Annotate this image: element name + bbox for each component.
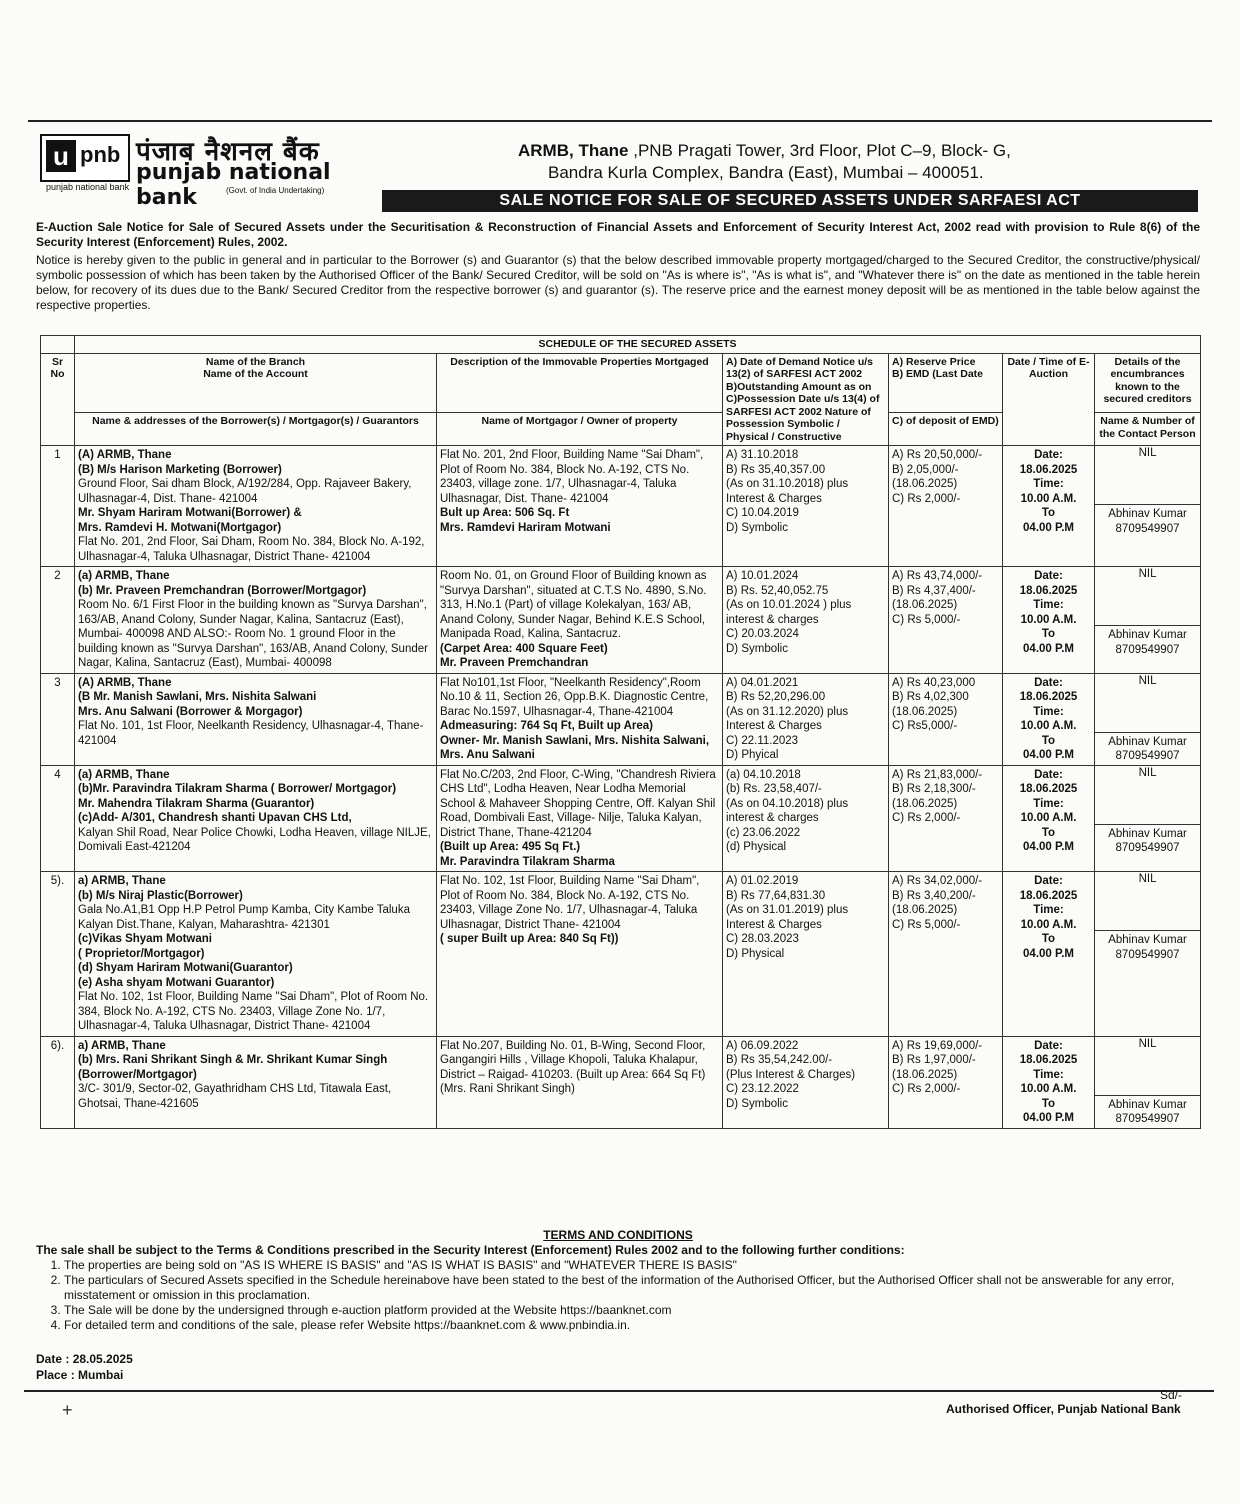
cell-line: (c) 23.06.2022 <box>726 826 801 839</box>
cell-line: ( super Built up Area: 840 Sq Ft)) <box>440 933 619 945</box>
cell-line: Date: <box>1034 875 1063 887</box>
cell-line: (B Mr. Manish Sawlani, Mrs. Nishita Salwani <box>78 691 317 703</box>
table-row <box>41 765 1201 872</box>
cell-line: Date: <box>1034 768 1063 781</box>
cell-line: Ground Floor, Sai dham Block, A/192/284, Opp. Rajaveer Bakery, Ulhasnagar-4, Dist. Thane- 421004 <box>78 478 412 505</box>
row-dates <box>723 673 889 765</box>
cell-line: D) Symbolic <box>726 642 788 655</box>
cell-line: To <box>1041 826 1056 839</box>
branch-address <box>518 140 1198 184</box>
cell-line: (Built up Area: 495 Sq Ft.) <box>440 841 581 853</box>
row-dates <box>723 567 889 674</box>
logo-english-text: punjab national bank <box>136 160 331 210</box>
cell-line: Room No. 01, on Ground Floor of Building known as "Survya Darshan", situated at C.T.S No. 4890, S.No. 313, H.No.1 (Part) of village Kolekalyan, 163/ AB, Anand Colony, Sunder Nagar, Behind K.E.S School, Manipada Road, Kalina, Santacruz. <box>440 570 707 640</box>
cell-line: A) 01.02.2019 <box>726 875 799 887</box>
cell-line: C) 10.04.2019 <box>726 507 799 519</box>
row-borrower <box>75 872 437 1037</box>
table-row <box>41 872 1201 1037</box>
encumbrance-value: NIL <box>1138 568 1157 580</box>
header-owner: Name of Mortgagor / Owner of property <box>437 413 723 446</box>
cell-line: Abhinav Kumar <box>1108 629 1187 641</box>
cell-line: B) Rs 1,97,000/- <box>892 1054 976 1066</box>
signatory: Authorised Officer, Punjab National Bank <box>946 1402 1181 1416</box>
cell-line: B) Rs 2,18,300/- <box>892 783 976 795</box>
pnb-logo-mark <box>40 134 130 182</box>
cell-line: 10.00 A.M. <box>1020 492 1077 505</box>
row-auction <box>1003 1036 1095 1128</box>
cell-line: Room No. 6/1 First Floor in the building known as "Survya Darshan", 163/AB, Anand Colony, Sunder Nagar, Kalina, Santacruz (East), Mumbai- 400098 AND ALSO:- Room No. 1 ground Floor in the building known as "Survya Darshan", 163/AB, Anand Colony, Sunder Nagar, Kalina, Santacruz (East), Mumbai- 400098 <box>78 599 428 669</box>
row-price <box>889 567 1003 674</box>
cell-line: Gala No.A1,B1 Opp H.P Petrol Pump Kamba, City Kambe Taluka Kalyan Dist.Thane, Kalyan, Maharashtra- 421301 <box>78 904 410 931</box>
header-sr: Sr No <box>41 353 75 446</box>
row-sr: 2 <box>41 567 75 674</box>
cell-line: 18.06.2025 <box>1019 889 1078 902</box>
cell-line: 10.00 A.M. <box>1020 812 1077 824</box>
row-price <box>889 765 1003 872</box>
contact-person <box>1095 504 1200 536</box>
header-emd-label: B) EMD (Last Date <box>892 368 984 380</box>
cell-line: (As on 04.10.2018) plus interest & charges <box>726 797 849 824</box>
cell-line: (d) Shyam Hariram Motwani(Guarantor) <box>78 962 293 974</box>
cell-line: 10.00 A.M. <box>1020 720 1077 732</box>
cell-line: (b) Mr. Praveen Premchandran (Borrower/Mortgagor) <box>78 584 367 597</box>
cell-line: D) Symbolic <box>726 1097 788 1110</box>
terms-list <box>36 1258 1200 1333</box>
header-auction: Date / Time of E-Auction <box>1003 353 1095 446</box>
cell-line: Mrs. Anu Salwani (Borrower & Morgagor) <box>78 705 303 718</box>
cell-line: (b) Rs. 23,58,407/- <box>726 783 822 795</box>
cell-line: (B) M/s Harison Marketing (Borrower) <box>78 463 282 476</box>
header-description: Description of the Immovable Properties Mortgaged <box>437 353 723 413</box>
sale-notice-banner: SALE NOTICE FOR SALE OF SECURED ASSETS UNDER SARFAESI ACT <box>382 190 1198 212</box>
row-encumbrance <box>1095 872 1201 1037</box>
table-row <box>41 567 1201 674</box>
table-row <box>41 673 1201 765</box>
cell-line: 04.00 P.M <box>1023 521 1074 534</box>
row-auction <box>1003 567 1095 674</box>
row-dates <box>723 1036 889 1128</box>
row-auction <box>1003 765 1095 872</box>
row-property <box>437 446 723 567</box>
cell-line: (18.06.2025) <box>892 797 958 810</box>
cell-line: Time: <box>1033 904 1064 916</box>
cell-line: Flat No.C/203, 2nd Floor, C-Wing, "Chandresh Riviera CHS Ltd", Lodha Heaven, Near Lodha Memorial School & Mahaveer Shopping Centre, Off. Kalyan Shil Road, Dombivali East, Village- Nilje, Taluka Kalyan, District Thane, Thane-421204 <box>440 768 716 839</box>
signature-mark: Sd/- <box>1160 1388 1183 1402</box>
cell-line: a) ARMB, Thane <box>78 875 166 887</box>
cell-line: Bult up Area: 506 Sq. Ft <box>440 507 570 519</box>
cell-line: B) Rs. 52,40,052.75 <box>726 584 829 597</box>
contact-person <box>1095 732 1200 764</box>
intro-heading: E-Auction Sale Notice for Sale of Secured Assets under the Securitisation & Reconstruction of Financial Assets and Enforcement of Security Interest Act, 2002 read with provision to Rule 8(6) of the Security Interest (Enforcement) Rules, 2002. <box>36 220 1200 249</box>
cell-line: A) Rs 43,74,000/- <box>892 570 983 582</box>
cell-line: 8709549907 <box>1115 522 1180 535</box>
encumbrance-value: NIL <box>1138 766 1157 779</box>
cell-line: 04.00 P.M <box>1023 642 1074 655</box>
header-deposit: C) of deposit of EMD) <box>889 413 1003 446</box>
cell-line: Time: <box>1033 705 1064 718</box>
cell-line: A) Rs 21,83,000/- <box>892 768 983 781</box>
cell-line: 04.00 P.M <box>1023 749 1074 761</box>
schedule-rows <box>41 446 1201 1129</box>
cell-line: 10.00 A.M. <box>1020 613 1077 626</box>
row-dates <box>723 446 889 567</box>
terms-heading: TERMS AND CONDITIONS <box>543 1228 693 1242</box>
cell-line: (As on 31.10.2018) plus Interest & Charges <box>726 478 849 505</box>
cell-line: 3/C- 301/9, Sector-02, Gayathridham CHS Ltd, Titawala East, Ghotsai, Thane-421605 <box>78 1083 392 1110</box>
cell-line: C) Rs 2,000/- <box>892 1083 961 1095</box>
cell-line: D) Phyical <box>726 749 779 761</box>
cell-line: A) 06.09.2022 <box>726 1039 799 1052</box>
cell-line: D) Physical <box>726 947 785 960</box>
cell-line: Date: <box>1034 1039 1063 1052</box>
header-reserve <box>889 353 1003 413</box>
cell-line: B) Rs 4,37,400/- <box>892 584 976 597</box>
terms-item: 2. The particulars of Secured Assets specified in the Schedule hereinabove have been stated to the best of the information of the Authorised Officer, but the Authorised Officer shall not be answerable for any error, misstatement or omission in this proclamation. <box>64 1273 1200 1303</box>
encumbrance-value: NIL <box>1138 447 1157 459</box>
encumbrance-value: NIL <box>1138 674 1157 687</box>
cell-line: (18.06.2025) <box>892 904 958 916</box>
cell-line: A) Rs 34,02,000/- <box>892 875 983 887</box>
schedule-title: SCHEDULE OF THE SECURED ASSETS <box>75 336 1201 354</box>
cell-line: 18.06.2025 <box>1019 783 1078 795</box>
row-property <box>437 567 723 674</box>
cell-line: To <box>1041 507 1056 519</box>
cell-line: B) Rs 4,02,300 <box>892 691 969 703</box>
cell-line: C) Rs 5,000/- <box>892 613 961 626</box>
cell-line: B) Rs 3,40,200/- <box>892 889 976 902</box>
cell-line: 04.00 P.M <box>1023 947 1074 960</box>
cell-line: Flat No. 101, 1st Floor, Neelkanth Residency, Ulhasnagar-4, Thane- 421004 <box>78 720 424 747</box>
cell-line: A) 10.01.2024 <box>726 570 799 582</box>
schedule-table <box>40 335 1201 1129</box>
cell-line: (d) Physical <box>726 841 787 853</box>
cell-line: C) Rs 2,000/- <box>892 492 961 505</box>
cell-line: A) 31.10.2018 <box>726 449 799 461</box>
cell-line: Flat No. 102, 1st Floor, Building Name "Sai Dham", Plot of Room No. 384, Block No. A-192, CTS No. 23403, Village Zone No. 1/7, Ulhasnagar-4, Taluka Ulhasnagar, District Thane- 421004 <box>440 875 700 931</box>
cell-line: 10.00 A.M. <box>1020 918 1077 931</box>
row-borrower <box>75 446 437 567</box>
cell-line: Mr. Shyam Hariram Motwani(Borrower) & <box>78 507 302 519</box>
cell-line: Mr. Praveen Premchandran <box>440 657 589 669</box>
row-property <box>437 1036 723 1128</box>
cell-line: 8709549907 <box>1115 750 1180 762</box>
cell-line: 18.06.2025 <box>1019 691 1078 703</box>
bottom-rule <box>24 1390 1214 1392</box>
cell-line: (a) ARMB, Thane <box>78 768 170 781</box>
cell-line: D) Symbolic <box>726 521 788 534</box>
row-borrower <box>75 567 437 674</box>
table-row <box>41 1036 1201 1128</box>
cell-line: (c)Add- A/301, Chandresh shanti Upavan CHS Ltd, <box>78 812 352 824</box>
contact-person <box>1095 1095 1200 1127</box>
cell-line: Flat No101,1st Floor, "Neelkanth Residency",Room No.10 & 11, Section 26, Opp.B.K. Diagnostic Centre, Barac No.1597, Ulhasnagar-4, Thane-421004 <box>440 676 709 718</box>
row-auction <box>1003 872 1095 1037</box>
cell-line: (c)Vikas Shyam Motwani <box>78 933 212 945</box>
row-sr: 6). <box>41 1036 75 1128</box>
row-sr: 1 <box>41 446 75 567</box>
cell-line: Flat No. 201, 2nd Floor, Sai Dham, Room No. 384, Block No. A-192, Ulhasnagar-4, Taluka Ulhasnagar, District Thane- 421004 <box>78 536 425 563</box>
row-borrower <box>75 673 437 765</box>
encumbrance-value: NIL <box>1138 873 1157 885</box>
cell-line: 04.00 P.M <box>1023 1112 1074 1124</box>
row-encumbrance <box>1095 446 1201 567</box>
contact-person <box>1095 930 1200 962</box>
row-encumbrance <box>1095 567 1201 674</box>
cell-line: To <box>1041 1097 1056 1110</box>
cell-line: B) 2,05,000/- <box>892 463 959 476</box>
cell-line: (b)Mr. Paravindra Tilakram Sharma ( Borrower/ Mortgagor) <box>78 783 397 795</box>
cell-line: Time: <box>1033 478 1064 490</box>
cell-line: (As on 10.01.2024 ) plus interest & charges <box>726 599 852 626</box>
row-property <box>437 765 723 872</box>
cell-line: (18.06.2025) <box>892 599 958 611</box>
notice-place <box>36 1368 123 1382</box>
registration-mark-icon: + <box>62 1400 73 1420</box>
header-encumbrance: Details of the encumbrances known to the secured creditors <box>1095 353 1201 413</box>
cell-line: A) Rs 19,69,000/- <box>892 1039 983 1052</box>
cell-line: Flat No. 102, 1st Floor, Building Name "Sai Dham", Plot of Room No. 384, Block No. A-192, CTS No. 23403, Village Zone No. 1/7, Ulhasnagar-4, Taluka Ulhasnagar, District Thane- 421004 <box>78 991 429 1032</box>
cell-line: (a) ARMB, Thane <box>78 570 170 582</box>
cell-line: ( Proprietor/Mortgagor) <box>78 947 205 960</box>
logo-subtitle: (Govt. of India Undertaking) <box>226 186 325 195</box>
row-property <box>437 673 723 765</box>
header-dates: A) Date of Demand Notice u/s 13(2) of SARFESI ACT 2002 B)Outstanding Amount as on C)Possession Date u/s 13(4) of SARFESI ACT 2002 Nature of Possession Symbolic / Physical / Constructive <box>723 353 889 446</box>
cell-line: Mrs. Ramdevi Hariram Motwani <box>440 521 611 534</box>
cell-line: Flat No. 201, 2nd Floor, Building Name "Sai Dham", Plot of Room No. 384, Block No. A-192, CTS No. 23403, village zone. 1/7, Ulhasnagar-4, Taluka Ulhasnagar, Dist. Thane- 421004 <box>440 449 704 505</box>
cell-line: 04.00 P.M <box>1023 841 1074 853</box>
cell-line: (18.06.2025) <box>892 705 958 718</box>
cell-line: (b) Mrs. Rani Shrikant Singh & Mr. Shrikant Kumar Singh (Borrower/Mortgagor) <box>78 1054 388 1081</box>
row-encumbrance <box>1095 673 1201 765</box>
cell-line: (Carpet Area: 400 Square Feet) <box>440 642 608 655</box>
row-property <box>437 872 723 1037</box>
cell-line: (e) Asha shyam Motwani Guarantor) <box>78 976 275 989</box>
cell-line: 8709549907 <box>1115 1113 1180 1125</box>
cell-line: To <box>1041 933 1056 945</box>
cell-line: Date: <box>1034 676 1063 689</box>
cell-line: 8709549907 <box>1115 643 1180 656</box>
cell-line: B) Rs 35,40,357.00 <box>726 463 826 476</box>
row-sr: 4 <box>41 765 75 872</box>
place-value: : Mumbai <box>70 1368 124 1382</box>
row-encumbrance <box>1095 1036 1201 1128</box>
cell-line: (A) ARMB, Thane <box>78 676 172 689</box>
encumbrance-value: NIL <box>1138 1037 1157 1050</box>
cell-line: 18.06.2025 <box>1019 1054 1078 1066</box>
cell-line: 8709549907 <box>1115 842 1180 854</box>
cell-line: Time: <box>1033 599 1064 611</box>
cell-line: 10.00 A.M. <box>1020 1083 1077 1095</box>
row-price <box>889 872 1003 1037</box>
intro-paragraph: Notice is hereby given to the public in general and in particular to the Borrower (s) and Guarantor (s) that the below described immovable property mortgaged/charged to the Secured Creditor, the constructive/physical/ symbolic possession of which has been taken by the Authorised Officer of the Bank/ Secured Creditor, will be sold on "As is where is", "As is what is", and "Whatever there is" on the date as mentioned in the table herein below, for recovery of its dues due to the Bank/ Secured Creditor from the respective borrower (s) and guarantor (s). The reserve price and the earnest money deposit will be as mentioned in the table below against the respective properties. <box>36 253 1200 312</box>
contact-person <box>1095 625 1200 657</box>
cell-line: B) Rs 52,20,296.00 <box>726 691 826 703</box>
cell-line: Abhinav Kumar <box>1108 827 1187 840</box>
cell-line: To <box>1041 734 1056 747</box>
row-dates <box>723 872 889 1037</box>
cell-line: Abhinav Kumar <box>1108 508 1187 520</box>
address-branch: ARMB, Thane <box>518 141 629 160</box>
notice-date <box>36 1352 133 1366</box>
cell-line: Owner- Mr. Manish Sawlani, Mrs. Nishita Salwani, Mrs. Anu Salwani <box>440 734 710 761</box>
cell-line: To <box>1041 628 1056 640</box>
pnb-logo <box>36 130 366 210</box>
cell-line: (A) ARMB, Thane <box>78 449 172 461</box>
cell-line: C) Rs 5,000/- <box>892 918 961 931</box>
cell-line: (b) M/s Niraj Plastic(Borrower) <box>78 889 243 902</box>
header-account-label: Name of the Account <box>203 368 308 380</box>
cell-line: Abhinav Kumar <box>1108 934 1187 946</box>
date-value: : 28.05.2025 <box>65 1352 133 1366</box>
cell-line: (As on 31.12.2020) plus Interest & Charges <box>726 705 849 732</box>
cell-line: C) Rs 2,000/- <box>892 812 961 824</box>
logo-tag: punjab national bank <box>46 182 130 192</box>
cell-line: Date: <box>1034 570 1063 582</box>
cell-line: A) Rs 20,50,000/- <box>892 449 983 461</box>
cell-line: Abhinav Kumar <box>1108 735 1187 748</box>
row-borrower <box>75 1036 437 1128</box>
cell-line: Mrs. Ramdevi H. Motwani(Mortgagor) <box>78 521 282 534</box>
cell-line: (a) 04.10.2018 <box>726 768 801 781</box>
row-sr: 5). <box>41 872 75 1037</box>
row-dates <box>723 765 889 872</box>
terms-item: 3. The Sale will be done by the undersigned through e-auction platform provided at the Website https://baanknet.com <box>64 1303 1200 1318</box>
row-price <box>889 673 1003 765</box>
cell-line: Mr. Paravindra Tilakram Sharma <box>440 855 615 868</box>
place-label: Place <box>36 1368 68 1382</box>
row-price <box>889 1036 1003 1128</box>
terms-item: 1. The properties are being sold on "AS IS WHERE IS BASIS" and "AS IS WHAT IS BASIS" and "WHATEVER THERE IS BASIS" <box>64 1258 1200 1273</box>
terms-item: 4. For detailed term and conditions of the sale, please refer Website https://baanknet.com & www.pnbindia.in. <box>64 1318 1200 1333</box>
cell-line: C) Rs5,000/- <box>892 720 958 732</box>
cell-line: 18.06.2025 <box>1019 463 1078 476</box>
address-line2: Bandra Kurla Complex, Bandra (East), Mumbai – 400051. <box>548 163 984 182</box>
row-borrower <box>75 765 437 872</box>
cell-line: (18.06.2025) <box>892 1068 958 1081</box>
header-contact: Name & Number of the Contact Person <box>1095 413 1201 446</box>
cell-line: C) 23.12.2022 <box>726 1083 799 1095</box>
header-reserve-label: A) Reserve Price <box>892 355 976 368</box>
cell-line: Kalyan Shil Road, Near Police Chowki, Lodha Heaven, village NILJE, Domivali East-421204 <box>78 826 431 853</box>
cell-line: C) 28.03.2023 <box>726 933 799 945</box>
cell-line: Date: <box>1034 449 1063 461</box>
logo-hindi-text: पंजाब नैशनल बैंक <box>136 137 320 167</box>
cell-line: B) Rs 35,54,242.00/- <box>726 1054 833 1066</box>
cell-line: C) 22.11.2023 <box>726 734 799 747</box>
cell-line: a) ARMB, Thane <box>78 1039 166 1052</box>
cell-line: C) 20.03.2024 <box>726 628 799 640</box>
cell-line: 8709549907 <box>1115 948 1180 961</box>
cell-line: Abhinav Kumar <box>1108 1098 1187 1111</box>
pnb-symbol-icon: u <box>46 140 76 172</box>
row-sr: 3 <box>41 673 75 765</box>
row-auction <box>1003 673 1095 765</box>
logo-mark-text: pnb <box>80 142 121 167</box>
cell-line: Time: <box>1033 1068 1064 1081</box>
address-line1: ,PNB Pragati Tower, 3rd Floor, Plot C–9, Block- G, <box>628 141 1011 160</box>
cell-line: Flat No.207, Building No. 01, B-Wing, Second Floor, Gangangiri Hills , Village Khopoli, Taluka Khalapur, District – Raigad- 410203. (Built up Area: 664 Sq Ft) (Mrs. Rani Shrikant Singh) <box>440 1039 706 1095</box>
cell-line: Mr. Mahendra Tilakram Sharma (Guarantor) <box>78 797 315 810</box>
cell-line: Admeasuring: 764 Sq Ft, Built up Area) <box>440 720 653 732</box>
cell-line: Time: <box>1033 797 1064 810</box>
date-label: Date <box>36 1352 63 1366</box>
cell-line: (18.06.2025) <box>892 478 958 490</box>
terms-section <box>36 1228 1200 1333</box>
contact-person <box>1095 824 1200 856</box>
header-borrowers: Name & addresses of the Borrower(s) / Mortgagor(s) / Guarantors <box>75 413 437 446</box>
cell-line: (As on 31.01.2019) plus Interest & Charges <box>726 904 849 931</box>
terms-lead: The sale shall be subject to the Terms & Conditions prescribed in the Security Interest (Enforcement) Rules 2002 and to the following further conditions: <box>36 1243 905 1257</box>
cell-line: B) Rs 77,64,831.30 <box>726 889 826 902</box>
header-branch-label: Name of the Branch <box>205 355 306 368</box>
row-price <box>889 446 1003 567</box>
cell-line: A) Rs 40,23,000 <box>892 676 976 689</box>
cell-line: (Plus Interest & Charges) <box>726 1068 856 1081</box>
cell-line: 18.06.2025 <box>1019 584 1078 597</box>
row-encumbrance <box>1095 765 1201 872</box>
header-branch <box>75 353 437 413</box>
cell-line: A) 04.01.2021 <box>726 676 799 689</box>
table-row <box>41 446 1201 567</box>
row-auction <box>1003 446 1095 567</box>
